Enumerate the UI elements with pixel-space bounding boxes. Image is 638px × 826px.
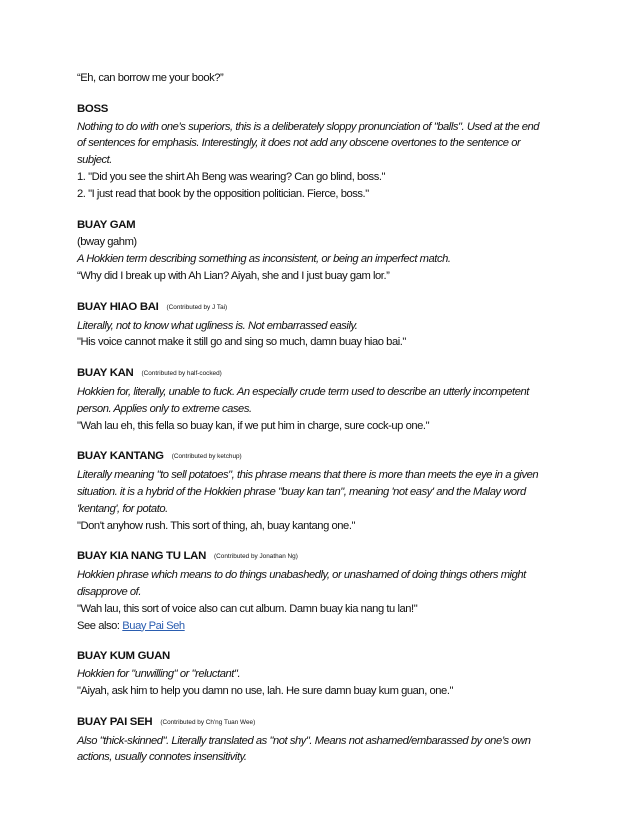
example-line: “Why did I break up with Ah Lian? Aiyah, she and I just buay gam lor.” — [77, 269, 390, 282]
glossary-entry — [77, 365, 566, 434]
example-line: "Aiyah, ask him to help you damn no use, lah. He sure damn buay kum guan, one." — [77, 684, 454, 697]
see-also-label: See also: — [77, 619, 120, 632]
definition-line: situation. it is a hybrid of the Hokkien phrase "buay kan tan", meaning 'not easy' and the Malay word — [77, 485, 526, 498]
example-line: (bway gahm) — [77, 236, 137, 249]
definition-line: 'kentang', for potato. — [77, 502, 168, 515]
example-line: 1. "Did you see the shirt Ah Beng was wearing? Can go blind, boss." — [77, 170, 386, 183]
entry-heading — [77, 648, 566, 665]
contributor-note: (Contributed by Jonathan Ng) — [214, 553, 298, 561]
glossary-entry — [77, 548, 566, 634]
entry-term: BUAY KANTANG — [77, 450, 164, 463]
entry-heading — [77, 714, 566, 732]
glossary-entries — [77, 101, 566, 766]
glossary-entry — [77, 299, 566, 351]
contributor-note: (Contributed by J Tai) — [166, 303, 228, 311]
definition-line: subject. — [77, 154, 112, 167]
definition-line: Also "thick-skinned". Literally translated as "not shy". Means not ashamed/embarassed by one’s own — [77, 734, 531, 747]
intro-quote: “Eh, can borrow me your book?” — [77, 72, 224, 84]
entry-term: BOSS — [77, 102, 109, 115]
entry-term: BUAY PAI SEH — [77, 715, 153, 728]
glossary-entry — [77, 217, 566, 285]
see-also — [77, 618, 566, 635]
definition-line: disapprove of. — [77, 585, 141, 598]
glossary-entry — [77, 101, 566, 203]
definition-line: Literally, not to know what ugliness is. Not embarrassed easily. — [77, 319, 358, 332]
see-also-link[interactable]: Buay Pai Seh — [122, 619, 185, 632]
contributor-note: (Contributed by ketchup) — [171, 453, 242, 461]
glossary-entry — [77, 648, 566, 699]
entry-term: BUAY HIAO BAI — [77, 300, 159, 313]
contributor-note: (Contributed by Ch'ng Tuan Wee) — [160, 718, 256, 726]
definition-line: A Hokkien term describing something as inconsistent, or being an imperfect match. — [77, 253, 451, 266]
example-line: "Wah lau eh, this fella so buay kan, if we put him in charge, sure cock-up one." — [77, 419, 430, 432]
definition-line: Hokkien for, literally, unable to fuck. An especially crude term used to describe an utterly incompetent — [77, 385, 529, 398]
definition-line: Nothing to do with one’s superiors, this is a deliberately sloppy pronunciation of "balls". Used at the end — [77, 120, 540, 133]
entry-heading — [77, 548, 566, 566]
entry-term: BUAY GAM — [77, 218, 136, 231]
glossary-entry — [77, 448, 566, 534]
entry-heading — [77, 448, 566, 466]
entry-term: BUAY KUM GUAN — [77, 650, 170, 663]
definition-line: actions, usually connotes insensitivity. — [77, 751, 247, 764]
contributor-note: (Contributed by half-cocked) — [141, 370, 222, 378]
definition-line: Literally meaning "to sell potatoes", this phrase means that there is more than meets the eye in a given — [77, 469, 539, 482]
definition-line: of sentences for emphasis. Interestingly, it does not add any obscene overtones to the sentence or — [77, 137, 521, 150]
glossary-entry — [77, 714, 566, 766]
entry-heading — [77, 365, 566, 383]
example-line: 2. "I just read that book by the opposition politician. Fierce, boss." — [77, 187, 369, 200]
example-line: "His voice cannot make it still go and sing so much, damn buay hiao bai." — [77, 336, 406, 349]
definition-line: Hokkien phrase which means to do things unabashedly, or unashamed of doing things others might — [77, 569, 526, 582]
definition-line: Hokkien for "unwilling" or "reluctant". — [77, 668, 241, 681]
example-line: "Don't anyhow rush. This sort of thing, ah, buay kantang one." — [77, 519, 356, 532]
entry-heading — [77, 299, 566, 317]
entry-heading — [77, 217, 566, 234]
example-line: "Wah lau, this sort of voice also can cut album. Damn buay kia nang tu lan!" — [77, 602, 418, 615]
definition-line: person. Applies only to extreme cases. — [77, 402, 252, 415]
entry-heading — [77, 101, 566, 118]
entry-term: BUAY KIA NANG TU LAN — [77, 550, 207, 563]
entry-term: BUAY KAN — [77, 367, 134, 380]
spacer — [77, 87, 566, 101]
